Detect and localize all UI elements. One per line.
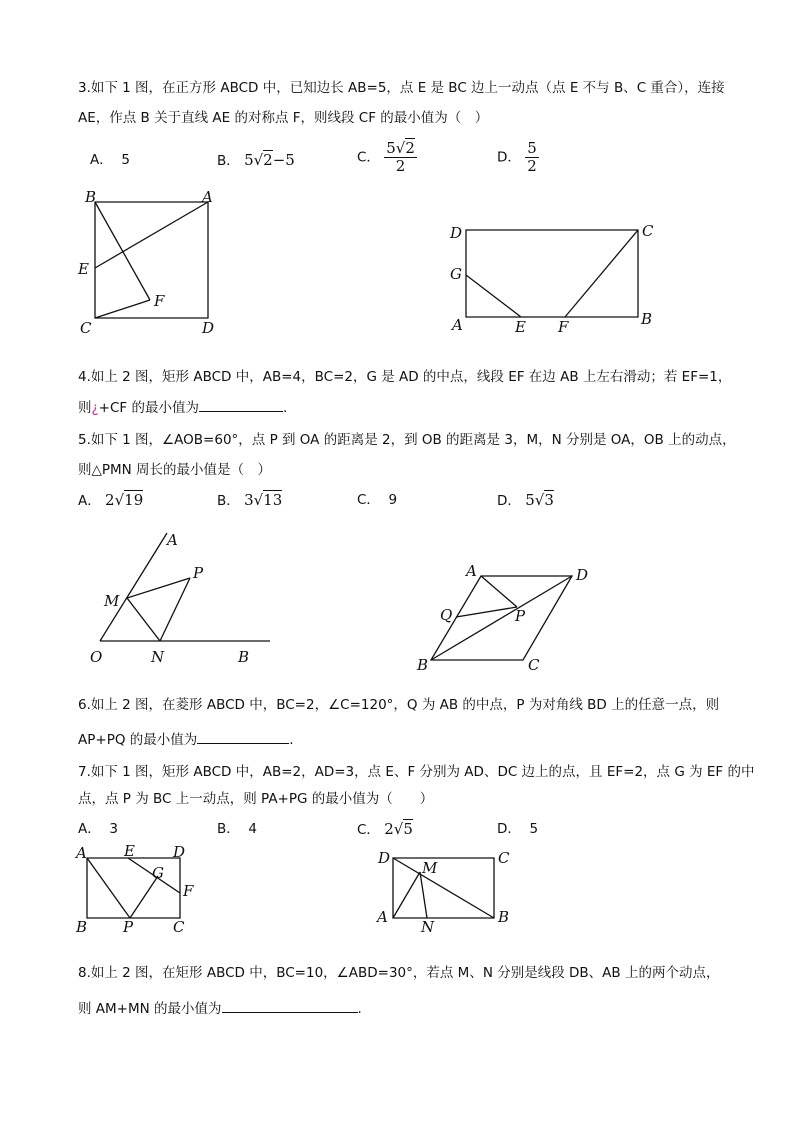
label-c2: C [498,849,510,867]
label-p: P [193,564,204,582]
q6-text-line1: 6.如上 2 图，在菱形 ABCD 中，BC=2，∠C=120°，Q 为 AB 的中点，P 为对角线 BD 上的任意一点，则 [78,697,720,713]
q5-text-line2: 则△PMN 周长的最小值是（ ） [78,462,272,478]
label-m2: M [422,859,438,877]
label-o: O [90,648,103,666]
label-p2: P [515,607,526,625]
label-n: N [151,648,165,666]
q8-answer-blank [222,998,358,1013]
label-b: B [238,648,250,666]
label-f: F [154,292,165,310]
q6-text-line2: AP+PQ 的最小值为 . [78,729,294,750]
label-e: E [78,260,89,278]
q3-text-line2: AE，作点 B 关于直线 AE 的对称点 F，则线段 CF 的最小值为（ ） [78,110,489,126]
label-d: D [173,843,186,861]
label-b: B [76,918,88,936]
q4-text-line1: 4.如上 2 图，矩形 ABCD 中，AB=4，BC=2，G 是 AD 的中点，线段 EF 在边 AB 上左右滑动；若 EF=1， [78,369,732,385]
q7-option-a: A． 3 [78,821,118,837]
label-d2: D [576,566,589,584]
label-a2: A [466,562,477,580]
diagonal-db [393,858,494,918]
q8-text-line2: 则 AM+MN 的最小值为 . [78,998,362,1019]
label-a: A [76,844,87,862]
q5-option-a: A． 2√19 [78,491,144,509]
q5-option-b: B． 3√13 [217,491,283,509]
label-a: A [202,188,213,206]
label-d2: D [378,849,391,867]
q3-option-a: A． 5 [90,152,130,168]
label-d2: D [450,224,463,242]
segment-ap [87,858,130,918]
label-b2: B [417,656,429,674]
label-f2: F [558,318,569,336]
label-c: C [173,918,185,936]
label-p: P [123,918,134,936]
q7-option-c: C． 2√5 [357,820,413,838]
q5-text-line1: 5.如下 1 图，∠AOB=60°，点 P 到 OA 的距离是 2，到 OB 的距离是 3，M，N 分别是 OA，OB 上的动点， [78,432,736,448]
q7-text-line1: 7.如下 1 图，矩形 ABCD 中，AB=2，AD=3，点 E、F 分别为 AD、DC 边上的点，且 EF=2，点 G 为 EF 的中 [78,764,755,780]
label-a: A [167,531,178,549]
label-a2: A [377,908,388,926]
rect-abcd-1 [87,858,180,918]
label-c2: C [642,222,654,240]
q3-option-d: D． $\frac{5}{2}$ [497,139,537,175]
q4-text-line2: 则¿+CF 的最小值为 . [78,397,287,418]
label-d: D [202,319,215,337]
q3-option-b: B． 5√2−5 [217,151,295,169]
segment-pg [130,876,158,918]
label-a2: A [452,316,463,334]
label-q2: Q [440,606,453,624]
q5-option-c: C． 9 [357,492,398,508]
label-n2: N [421,918,435,936]
q8-text-line1: 8.如上 2 图，在矩形 ABCD 中，BC=10，∠ABD=30°，若点 M、N 分别是线段 DB、AB 上的两个动点， [78,965,720,981]
segment-mn [420,872,427,918]
segment-am [393,872,420,918]
label-g: G [152,864,164,882]
q3-option-c: C． $\frac{5√2}{2}$ [357,139,415,175]
garbled-glyph: ¿ [91,400,99,416]
label-c2: C [528,656,540,674]
q7-option-b: B． 4 [217,821,257,837]
label-m: M [104,592,120,610]
label-e: E [124,842,135,860]
label-b: B [85,188,97,206]
q5-option-d: D． 5√3 [497,491,554,509]
q7-text-line2: 点，点 P 为 BC 上一动点，则 PA+PG 的最小值为（ ） [78,791,434,807]
q3-text-line1: 3.如下 1 图，在正方形 ABCD 中，已知边长 AB=5，点 E 是 BC 边上一动点（点 E 不与 B、C 重合），连接 [78,80,725,96]
q7-option-d: D． 5 [497,821,539,837]
label-e2: E [515,318,526,336]
label-f: F [183,882,194,900]
label-b2: B [641,310,653,328]
label-b2: B [498,908,510,926]
label-g2: G [450,265,462,283]
label-c: C [80,319,92,337]
